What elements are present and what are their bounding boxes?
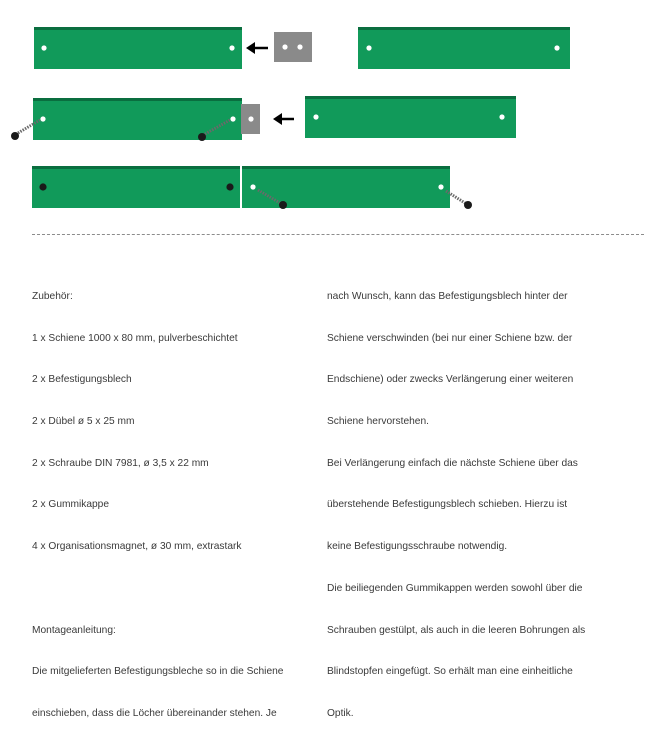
montage-line: Schrauben gestülpt, als auch in die leeren Bohrungen als xyxy=(327,624,586,636)
rail xyxy=(34,27,242,69)
montage-line: Die mitgelieferten Befestigungsbleche so in die Schiene xyxy=(32,666,284,678)
rail xyxy=(305,96,516,138)
arrow-left-icon xyxy=(273,113,294,125)
rail-hole xyxy=(438,184,443,189)
rail-hole xyxy=(250,184,255,189)
rail-edge xyxy=(33,98,242,101)
row-3 xyxy=(32,166,472,209)
zubehoer-item: 2 x Gummikappe xyxy=(32,499,110,511)
montage-line: Schiene verschwinden (bei nur einer Schiene bzw. der xyxy=(327,332,573,344)
assembly-diagram xyxy=(0,0,655,230)
rail-hole xyxy=(41,45,46,50)
mounting-plate xyxy=(274,32,312,62)
montage-line: keine Befestigungsschraube notwendig. xyxy=(327,541,508,553)
zubehoer-item: 4 x Organisationsmagnet, ø 30 mm, extrastark xyxy=(32,541,242,553)
plate-hole xyxy=(282,44,287,49)
zubehoer-item: 1 x Schiene 1000 x 80 mm, pulverbeschichtet xyxy=(32,332,238,344)
montage-line: Endschiene) oder zwecks Verlängerung einer weiteren xyxy=(327,374,574,386)
rubber-cap-icon xyxy=(39,183,46,190)
rail-hole xyxy=(40,116,45,121)
text-column-left xyxy=(32,262,324,735)
montage-line: Blindstopfen eingefügt. So erhält man eine einheitliche xyxy=(327,666,573,678)
rail xyxy=(33,98,242,140)
row-2 xyxy=(11,96,516,141)
spacer xyxy=(32,582,324,596)
row-1 xyxy=(34,27,570,69)
rail-hole xyxy=(313,114,318,119)
montage-line: Bei Verlängerung einfach die nächste Schiene über das xyxy=(327,457,578,469)
montage-line: Die beiliegenden Gummikappen werden sowohl über die xyxy=(327,582,583,594)
montage-line: Optik. xyxy=(327,708,354,719)
zubehoer-item: 2 x Schraube DIN 7981, ø 3,5 x 22 mm xyxy=(32,457,209,469)
rail-hole xyxy=(229,45,234,50)
montage-line: Schiene hervorstehen. xyxy=(327,415,429,427)
rail-hole xyxy=(554,45,559,50)
montage-line: einschieben, dass die Löcher übereinander stehen. Je xyxy=(32,707,277,719)
rail xyxy=(358,27,570,69)
rail xyxy=(32,166,240,208)
plate-hole xyxy=(297,44,302,49)
zubehoer-heading: Zubehör: xyxy=(32,290,73,302)
zubehoer-item: 2 x Dübel ø 5 x 25 mm xyxy=(32,415,135,427)
rubber-cap-icon xyxy=(226,183,233,190)
rail-hole xyxy=(499,114,504,119)
rail-edge xyxy=(242,166,450,169)
text-column-right xyxy=(327,262,627,735)
zubehoer-item: 2 x Befestigungsblech xyxy=(32,374,132,386)
arrow-left-icon xyxy=(246,42,268,54)
rail-edge xyxy=(34,27,242,30)
plate-hole xyxy=(248,116,253,121)
rail-hole xyxy=(230,116,235,121)
montage-line: überstehende Befestigungsblech schieben. Hierzu ist xyxy=(327,499,568,511)
section-divider xyxy=(32,234,644,235)
rail-edge xyxy=(32,166,240,169)
rail-edge xyxy=(358,27,570,30)
rail-hole xyxy=(366,45,371,50)
montage-line: nach Wunsch, kann das Befestigungsblech hinter der xyxy=(327,290,568,302)
rail-edge xyxy=(305,96,516,99)
rail xyxy=(242,166,450,208)
montage-heading: Montageanleitung: xyxy=(32,624,116,636)
